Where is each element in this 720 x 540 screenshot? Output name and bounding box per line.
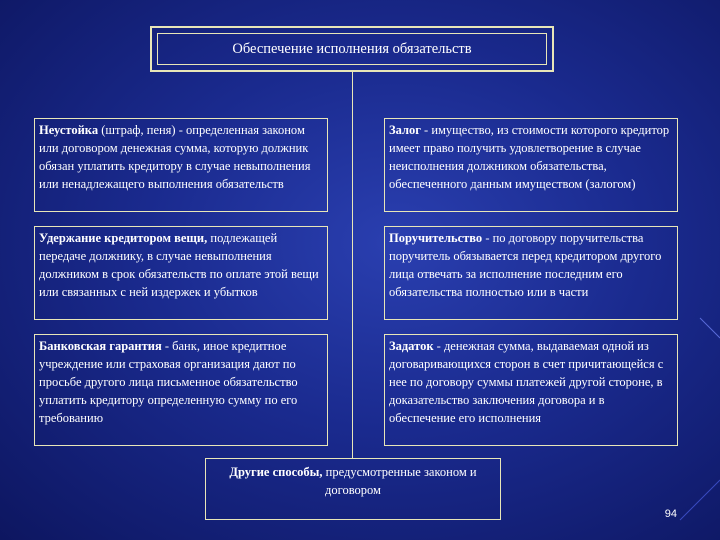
- box-term: Банковская гарантия: [39, 339, 162, 353]
- box-term: Залог: [389, 123, 421, 137]
- box-term: Поручительство: [389, 231, 483, 245]
- page-number: 94: [664, 508, 677, 520]
- box-zalog: [384, 118, 678, 212]
- diagram-title: Обеспечение исполнения обязательств: [232, 40, 472, 57]
- box-bank-guarantee: [34, 334, 328, 446]
- box-text: - денежная сумма, выдаваемая одной из договаривающихся сторон в счет причитающейся с нее по договору суммы платежей другой стороне, в доказательство заключения договора и в обеспечение его исполнения: [389, 339, 664, 425]
- box-text: подлежащей передаче должнику, в случае невыполнения должником в срок обязательств по оплате этой вещи или связанных с ней издержек и убытков: [39, 231, 319, 299]
- box-neustoika: [34, 118, 328, 212]
- box-term: Неустойка: [39, 123, 99, 137]
- box-term: Удержание кредитором вещи,: [39, 231, 208, 245]
- box-poruchitelstvo: [384, 226, 678, 320]
- connector-line: [352, 72, 353, 458]
- box-text: - по договору поручительства поручитель обязывается перед кредитором другого лица отвечать за исполнение последним его обязательства полностью или в части: [389, 231, 662, 299]
- box-text: - банк, иное кредитное учреждение или страховая организация дают по просьбе другого лица письменное обязательство уплатить кредитору определенную сумму по его требованию: [39, 339, 298, 425]
- box-uderzhanie: [34, 226, 328, 320]
- box-text: - имущество, из стоимости которого кредитор имеет право получить удовлетворение в случае неисполнения должником обязательства, обеспеченного данным имуществом (залогом): [389, 123, 670, 191]
- box-text: (штраф, пеня) - определенная законом или договором денежная сумма, которую должник обязан уплатить кредитору в случае невыполнения или ненадлежащего выполнения обязательств: [39, 123, 311, 191]
- box-zadatok: [384, 334, 678, 446]
- box-other-methods: [205, 458, 501, 520]
- box-text: предусмотренные законом и договором: [322, 465, 477, 497]
- box-term: Задаток: [389, 339, 434, 353]
- title-box: [150, 26, 554, 72]
- box-term: Другие способы,: [229, 465, 323, 479]
